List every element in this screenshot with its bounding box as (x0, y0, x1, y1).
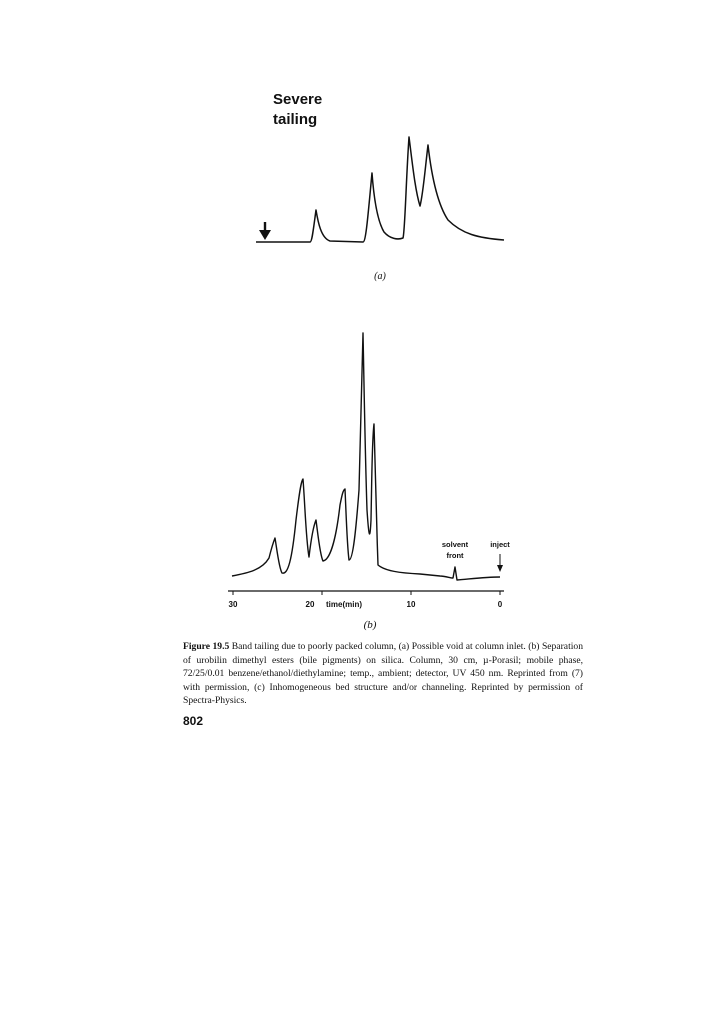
annotation-solvent-front-line-1: solvent (441, 540, 469, 549)
figure-caption (183, 640, 583, 708)
inject-arrow-icon (497, 554, 503, 572)
figure-caption-label: Figure 19.5 (183, 641, 230, 652)
x-tick-label-0: 0 (497, 600, 503, 609)
x-tick-label-10: 10 (406, 600, 416, 609)
x-tick-label-20: 20 (305, 600, 315, 609)
page-number: 802 (183, 714, 204, 728)
annotation-inject: inject (490, 540, 510, 549)
annotation-solvent-front-line-2: front (446, 551, 464, 560)
figure-caption-text: Band tailing due to poorly packed column, (a) Possible void at column inlet. (b) Separation of urobilin dimethyl esters (bile pigments) on silica. Column, 30 cm, µ-Porasil; mobile phase, 72/25/0.01 benzene/ethanol/diethylamine; temp., ambient; detector, UV 450 nm. Reprinted from (7) with permission, (c) Inhomogeneous bed structure and/or channeling. Reprinted by permission of Spectra-Physics. (183, 641, 583, 707)
x-axis-title: time(min) (326, 600, 362, 609)
chart-b-x-ticks (229, 591, 503, 609)
chart-b-panel-label: (b) (363, 619, 377, 631)
chart-a-title-line-1: Severe (273, 91, 323, 108)
x-tick-label-30: 30 (228, 600, 238, 609)
chart-a-panel-label: (a) (374, 271, 386, 282)
chart-a-title-line-2: tailing (273, 111, 318, 128)
